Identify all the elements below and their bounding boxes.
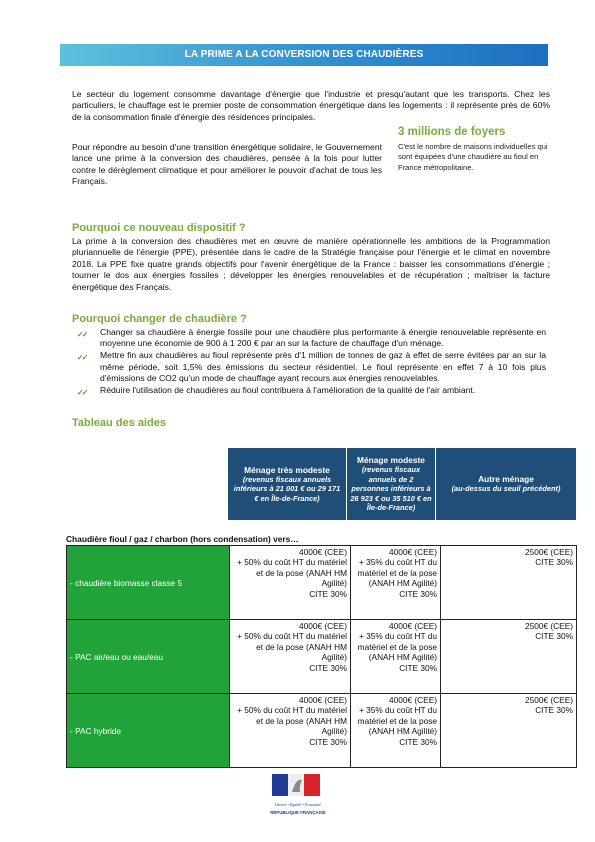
- flag-red-icon: [304, 774, 320, 796]
- cell-modest: 4000€ (CEE) + 35% du coût HT du matériel et de la pose (ANAH HM Agilité) CITE 30%: [351, 694, 441, 768]
- republique-francaise-logo: [266, 772, 330, 822]
- section1-heading: Pourquoi ce nouveau dispositif ?: [72, 222, 246, 234]
- table-row: [67, 546, 577, 620]
- section2-heading: Pourquoi changer de chaudière ?: [72, 313, 247, 325]
- list-item-text: Réduire l'utilisation de chaudières au fioul contribuera à l'amélioration de la qualité de l'air ambiant.: [100, 385, 476, 396]
- column-header-very-modest: Ménage très modeste (revenus fiscaux annuels inférieurs à 21 001 € ou 29 171 € en Île-de-France): [228, 448, 347, 520]
- list-item-text: Changer sa chaudière à énergie fossile pour une chaudière plus performante à énergie renouvelable représente en moyenne une économie de 900 à 1 200 € par an sur la facture de chauffage d'un ménage.: [100, 327, 546, 349]
- cell-modest: 4000€ (CEE) + 35% du coût HT du matériel et de la pose (ANAH HM Agilité) CITE 30%: [351, 546, 441, 620]
- title-banner: [60, 44, 548, 66]
- list-item: [76, 385, 546, 396]
- cell-other: 2500€ (CEE) CITE 30%: [441, 546, 577, 620]
- row-label: - PAC hybride: [67, 694, 230, 768]
- republic-label: RÉPUBLIQUE FRANÇAISE: [270, 810, 326, 815]
- sidebar-text: C'est le nombre de maisons individuelles qui sont équipées d'une chaudière au fioul en France métropolitaine.: [398, 142, 548, 172]
- column-header-other: Autre ménage (au-dessus du seuil précédent): [451, 474, 561, 494]
- page-title: LA PRIME A LA CONVERSION DES CHAUDIÈRES: [184, 49, 424, 60]
- aid-table: [66, 545, 577, 768]
- sidebar-title: 3 millions de foyers: [398, 126, 506, 138]
- motto: Liberté • Égalité • Fraternité: [274, 802, 322, 807]
- benefits-list: [76, 327, 546, 397]
- row-label: - chaudière biomasse classe 5: [67, 546, 230, 620]
- cell-very-modest: 4000€ (CEE) + 50% du coût HT du matériel et de la pose (ANAH HM Agilité) CITE 30%: [230, 694, 351, 768]
- table-row: [67, 620, 577, 694]
- check-icon: ✓✓: [77, 353, 87, 363]
- section1-text: La prime à la conversion des chaudières met en œuvre de manière opérationnelle les ambitions de la Programmation pluriannuelle de l'énergie (PPE), présentée dans le cadre de la Stratégie française pour l'énergie et le climat en novembre 2018. La PPE fixe quatre grands objectifs pour l'avenir énergétique de la France : baisser les consommations d'énergie ; tourner le dos aux énergies fossiles ; développer les énergies renouvelables et de récupération ; maîtriser la facture énergétique des Français.: [72, 236, 550, 292]
- check-icon: ✓✓: [77, 388, 87, 398]
- cell-modest: 4000€ (CEE) + 35% du coût HT du matériel et de la pose (ANAH HM Agilité) CITE 30%: [351, 620, 441, 694]
- cell-very-modest: 4000€ (CEE) + 50% du coût HT du matériel et de la pose (ANAH HM Agilité) CITE 30%: [230, 620, 351, 694]
- cell-other: 2500€ (CEE) CITE 30%: [441, 694, 577, 768]
- table-row: [67, 694, 577, 768]
- check-icon: ✓✓: [77, 330, 87, 339]
- intro-paragraph-1: Le secteur du logement consomme davantage d'énergie que l'industrie et presqu'autant que les transports. Chez les particuliers, le chauffage est le premier poste de consommation énergétique dans les logements : il représente près de 60% de la consommation finale d'énergie des résidences principales.: [72, 89, 550, 122]
- row-label: - PAC air/eau ou eau/eau: [67, 620, 230, 694]
- list-item: [76, 327, 546, 349]
- list-item: [76, 350, 546, 384]
- cell-very-modest: 4000€ (CEE) + 50% du coût HT du matériel et de la pose (ANAH HM Agilité) CITE 30%: [230, 546, 351, 620]
- aid-table-header: [228, 448, 576, 520]
- table-category: Chaudière fioul / gaz / charbon (hors condensation) vers…: [66, 534, 299, 544]
- column-header-modest: Ménage modeste (revenus fiscaux annuels de 2 personnes inférieurs à 26 923 € ou 35 510 € en Île-de-France): [347, 448, 436, 520]
- flag-blue-icon: [272, 774, 288, 796]
- cell-other: 2500€ (CEE) CITE 30%: [441, 620, 577, 694]
- list-item-text: Mettre fin aux chaudières au fioul représente près d'1 million de tonnes de gaz à effet de serre évitées par an sur la même période, soit 1,5% des émissions du secteur résidentiel. Le fioul représente en effet 7 à 10 fois plus d'émissions de CO2 qu'un mode de chauffage ayant recours aux énergies renouvelables.: [100, 350, 546, 383]
- intro-paragraph-2: Pour répondre au besoin d'une transition énergétique solidaire, le Gouvernement lance une prime à la conversion des chaudières, pensée à la fois pour lutter contre le dérèglement climatique et pour améliorer le pouvoir d'achat de tous les Français.: [72, 142, 382, 187]
- table-heading: Tableau des aides: [72, 417, 166, 429]
